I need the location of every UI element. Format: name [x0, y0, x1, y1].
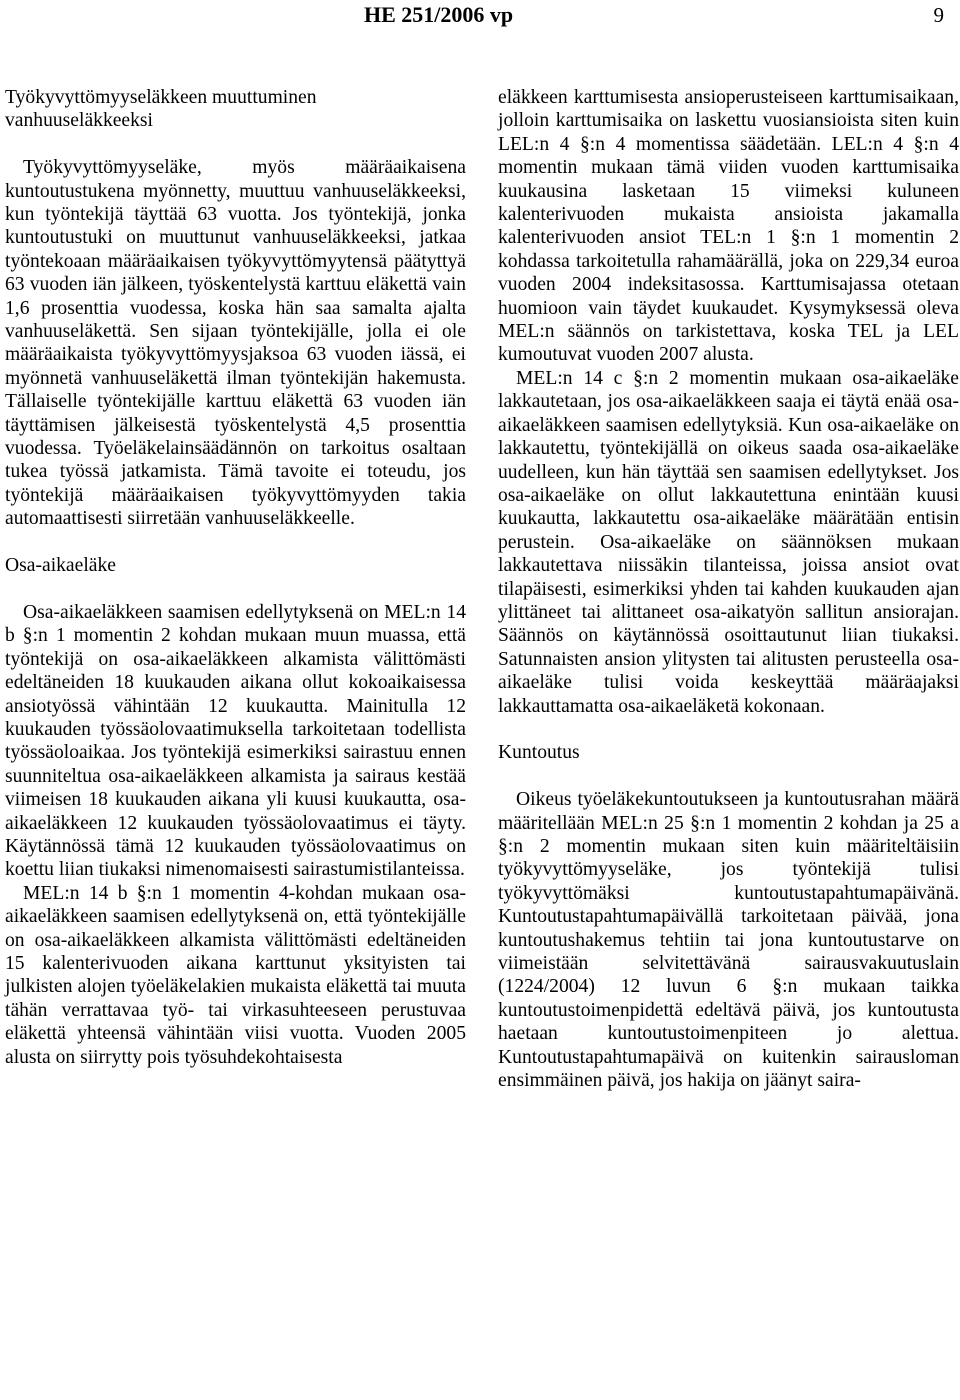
- section-heading-disability-to-old-age: Työkyvyttömyyseläkkeen muuttuminen vanhuuseläkkeeksi: [5, 87, 317, 132]
- left-column: [5, 86, 466, 1069]
- body-paragraph: Osa-aikaeläkkeen saamisen edellytyksenä on MEL:n 14 b §:n 1 momentin 2 kohdan mukaan muun muassa, että työntekijä on osa-aikaeläkkeen alkamista välittömästi edeltäneiden 18 kuukauden aikana ollut kokoaikaisessa ansiotyössä vähintään 12 kuukautta. Mainitulla 12 kuukauden työssäolovaatimuksella tarkoitetaan todellista työssäoloaikaa. Jos työntekijä esimerkiksi sairastuu ennen suunniteltua osa-aikaeläkkeen alkamista ja sairaus kestää viimeisen 18 kuukauden aikana yli kuusi kuukautta, osa-aikaeläkkeen 12 kuukauden työssäolovaatimus ei täyty. Käytännössä tämä 12 kuukauden työssäolovaatimus on koettu liian tiukaksi nimenomaisesti sairastumistilanteissa.: [5, 601, 466, 881]
- page-number: 9: [933, 3, 944, 27]
- right-column: [498, 86, 959, 1092]
- body-paragraph: eläkkeen karttumisesta ansioperusteiseen karttumisaikaan, jolloin karttumisaika on laskettu vuosiansioista siten kuin LEL:n 4 §:n 4 momentissa säädetään. LEL:n 4 §:n 4 momentin mukaan tämä viiden vuoden karttumisaika kuukausina lasketaan 15 viimeksi kuluneen kalenterivuoden mukaista ansioista jakamalla kalenterivuoden ansiot TEL:n 1 §:n 1 momentin 2 kohdassa tarkoitetulla rahamäärällä, joka on 229,34 euroa vuoden 2004 indeksitasossa. Karttumisajassa otetaan huomioon vain täydet kuukaudet. Kysymyksessä oleva MEL:n säännös on tarkistettava, koska TEL ja LEL kumoutuvat vuoden 2007 alusta.: [498, 87, 959, 366]
- section-heading-rehabilitation: Kuntoutus: [498, 742, 580, 764]
- body-paragraph: Työkyvyttömyyseläke, myös määräaikaisena kuntoutustukena myönnetty, muuttuu vanhuuseläkkeeksi, kun työntekijä täyttää 63 vuotta. Jos työntekijä, jonka kuntoutustuki on muuttunut vanhuuseläkkeeksi, jatkaa työntekoaan määräaikaisen työkyvyttömyytensä päätyttyä 63 vuoden iän jälkeen, työskentelystä karttuu eläkettä vain 1,6 prosenttia vuodessa, koska hän saa samalta ajalta vanhuuseläkettä. Sen sijaan työntekijälle, jolla ei ole määräaikaista työkyvyttömyysjaksoa 63 vuoden iässä, ei myönnetä vanhuuseläkettä ilman työntekijän hakemusta. Tällaiselle työntekijälle karttuu eläkettä 63 vuoden iän täyttämisen jälkeisestä työskentelystä 4,5 prosenttia vuodessa. Työeläkelainsäädännön on tarkoitus osaltaan tukea työssä jatkamista. Tämä tavoite ei toteudu, jos työntekijä määräaikaisen työkyvyttömyyden takia automaattisesti siirretään vanhuuseläkkeelle.: [5, 157, 466, 530]
- body-paragraph: MEL:n 14 c §:n 2 momentin mukaan osa-aikaeläke lakkautetaan, jos osa-aikaeläkkeen saaja ei täytä enää osa-aikaeläkkeen saamisen edellytyksiä. Kun osa-aikaeläke on lakkautettu, työntekijällä on oikeus saada osa-aikaeläke uudelleen, kun hän täyttää sen saamisen edellytykset. Jos osa-aikaeläke on ollut lakkautettuna enintään kuusi kuukautta, lakkautettu osa-aikaeläke määrätään entisin perustein. Osa-aikaeläke on säännöksen mukaan lakkautettava niissäkin tilanteissa, joissa ansiot ovat tilapäisesti, esimerkiksi yhden tai kahden kuukauden ajan ylittäneet tai alittaneet osa-aikatyön sallitun ansiorajan. Säännös on käytännössä osoittautunut liian tiukaksi. Satunnaisten ansion ylitysten tai alitusten perusteella osa-aikaeläke tulisi voida keskeyttää määräajaksi lakkauttamatta osa-aikaeläketä kokonaan.: [498, 367, 959, 717]
- page-header: [0, 3, 960, 33]
- body-paragraph: Oikeus työeläkekuntoutukseen ja kuntoutusrahan määrä määritellään MEL:n 25 §:n 1 momentin 2 kohdan ja 25 a §:n 2 momentin mukaan siten kuin määriteltäisiin työkyvyttömyyseläke, jos työntekijä tulisi työkyvyttömäksi kuntoutustapahtumapäivänä. Kuntoutustapahtumapäivällä tarkoitetaan päivää, jona kuntoutushakemus tehtiin tai jona kuntoutustarve on viimeistään selvitettävänä sairausvakuutuslain (1224/2004) 12 luvun 6 §:n mukaan taikka kuntoutustoimenpidettä edeltävä päivä, jos kuntoutusta haetaan kuntoutustoimenpiteen jo alettua. Kuntoutustapahtumapäivä on kuitenkin sairausloman ensimmäinen päivä, jos hakija on jäänyt saira-: [498, 789, 959, 1092]
- body-paragraph: MEL:n 14 b §:n 1 momentin 4-kohdan mukaan osa-aikaeläkkeen saamisen edellytyksenä on, että työntekijälle on osa-aikaeläkkeen alkamista välittömästi edeltäneiden 15 kalenterivuoden aikana karttunut yksityisten tai julkisten alojen työeläkelakien mukaista eläkettä tai muuta tähän verrattavaa työ- tai virkasuhteeseen perustuvaa eläkettä yhteensä vähintään viisi vuotta. Vuoden 2005 alusta on siirrytty pois työsuhdekohtaisesta: [5, 882, 466, 1068]
- section-heading-part-time-pension: Osa-aikaeläke: [5, 555, 116, 577]
- document-id: HE 251/2006 vp: [364, 2, 514, 27]
